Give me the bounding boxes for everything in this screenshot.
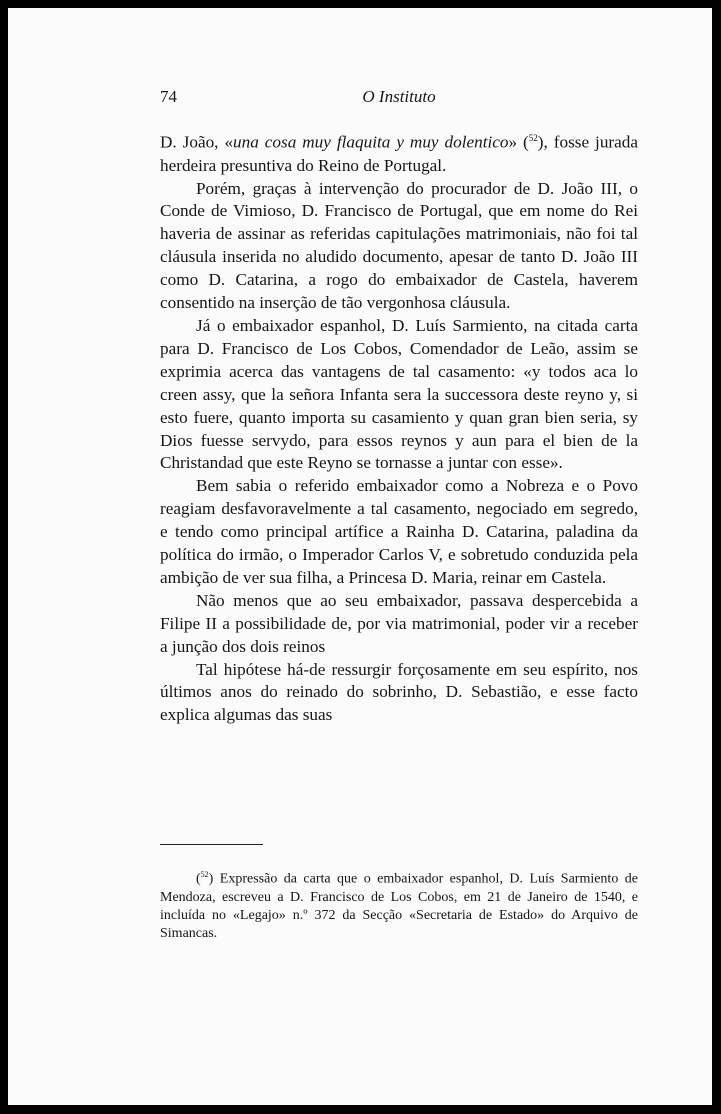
footnote (160, 866, 638, 943)
body-text (160, 127, 638, 727)
footnote-text: Expressão da carta que o embaixador espanhol, D. Luís Sarmiento de Mendoza, escreveu a D. Francisco de Los Cobos, em 21 de Janeiro de 1540, e incluída no «Legajo» n.º 372 da Secção «Secretaria de Estado» do Arquivo de Simancas. (160, 871, 638, 942)
footnote-52: ($^{52}$) Expressão da carta que o embaixador espanhol, D. Luís Sarmiento de Mendoza, escreveu a D. Francisco de Los Cobos, em 21 de Janeiro de 1540, e incluída no «Legajo» n.º 372 da Secção «Secretaria de Estado» do Arquivo de Simancas. (160, 870, 638, 942)
paragraph-6: Tal hipótese há-de ressurgir forçosamente em seu espírito, nos últimos anos do reinado do sobrinho, D. Sebastião, e esse facto explica algumas das suas (160, 659, 638, 725)
running-title: O Instituto (362, 87, 436, 106)
p1-pre: D. João, « (160, 132, 234, 152)
page-header (160, 87, 638, 111)
paragraph-4: Bem sabia o referido embaixador como a Nobreza e o Povo reagiam desfavoravelmente a tal casamento, negociado em segredo, e tendo como principal artífice a Rainha D. Catarina, paladina da política do irmão, o Imperador Carlos V, e sobretudo conduzida pela ambição de ver sua filha, a Princesa D. Maria, reinar em Castela. (160, 476, 638, 587)
paragraph-3: Já o embaixador espanhol, D. Luís Sarmiento, na citada carta para D. Francisco de Los Cobos, Comendador de Leão, assim se exprimia acerca das vantagens de tal casamento: «y todos aca lo creen assy, que la señora Infanta sera la successora deste reyno y, si esto fuere, quanto importa su casamiento y quan gran bien seria, sy Dios fuesse servydo, para essos reynos y aun para el bien de la Christandad que este Reyno se tornasse a juntar con esse». (160, 315, 638, 473)
p1-post: » ( (508, 132, 529, 152)
footnote-reference: 52 (528, 133, 538, 143)
footnote-divider (160, 844, 263, 845)
footnote-marker: 52 (200, 870, 209, 879)
p1-rest: ), fosse jurada herdeira presuntiva do Reino de Portugal. (160, 132, 638, 175)
page-number: 74 (160, 87, 177, 106)
paragraph-5: Não menos que ao seu embaixador, passava despercebida a Filipe II a possibilidade de, por via matrimonial, poder vir a receber a junção dos dois reinos (160, 590, 638, 656)
paragraph-2: Porém, graças à intervenção do procurador de D. João III, o Conde de Vimioso, D. Francisco de Portugal, que em nome do Rei haveria de assinar as referidas capitulações matrimoniais, não foi tal cláusula inserida no aludido documento, apesar de tanto D. João III como D. Catarina, a rogo do embaixador de Castela, haverem consentido na inserção de tão vergonhosa cláusula. (160, 178, 638, 313)
book-page (8, 8, 712, 1105)
paragraph-1 (160, 127, 638, 178)
p1-italic-quote: una cosa muy flaquita y muy dolentico (233, 132, 509, 152)
